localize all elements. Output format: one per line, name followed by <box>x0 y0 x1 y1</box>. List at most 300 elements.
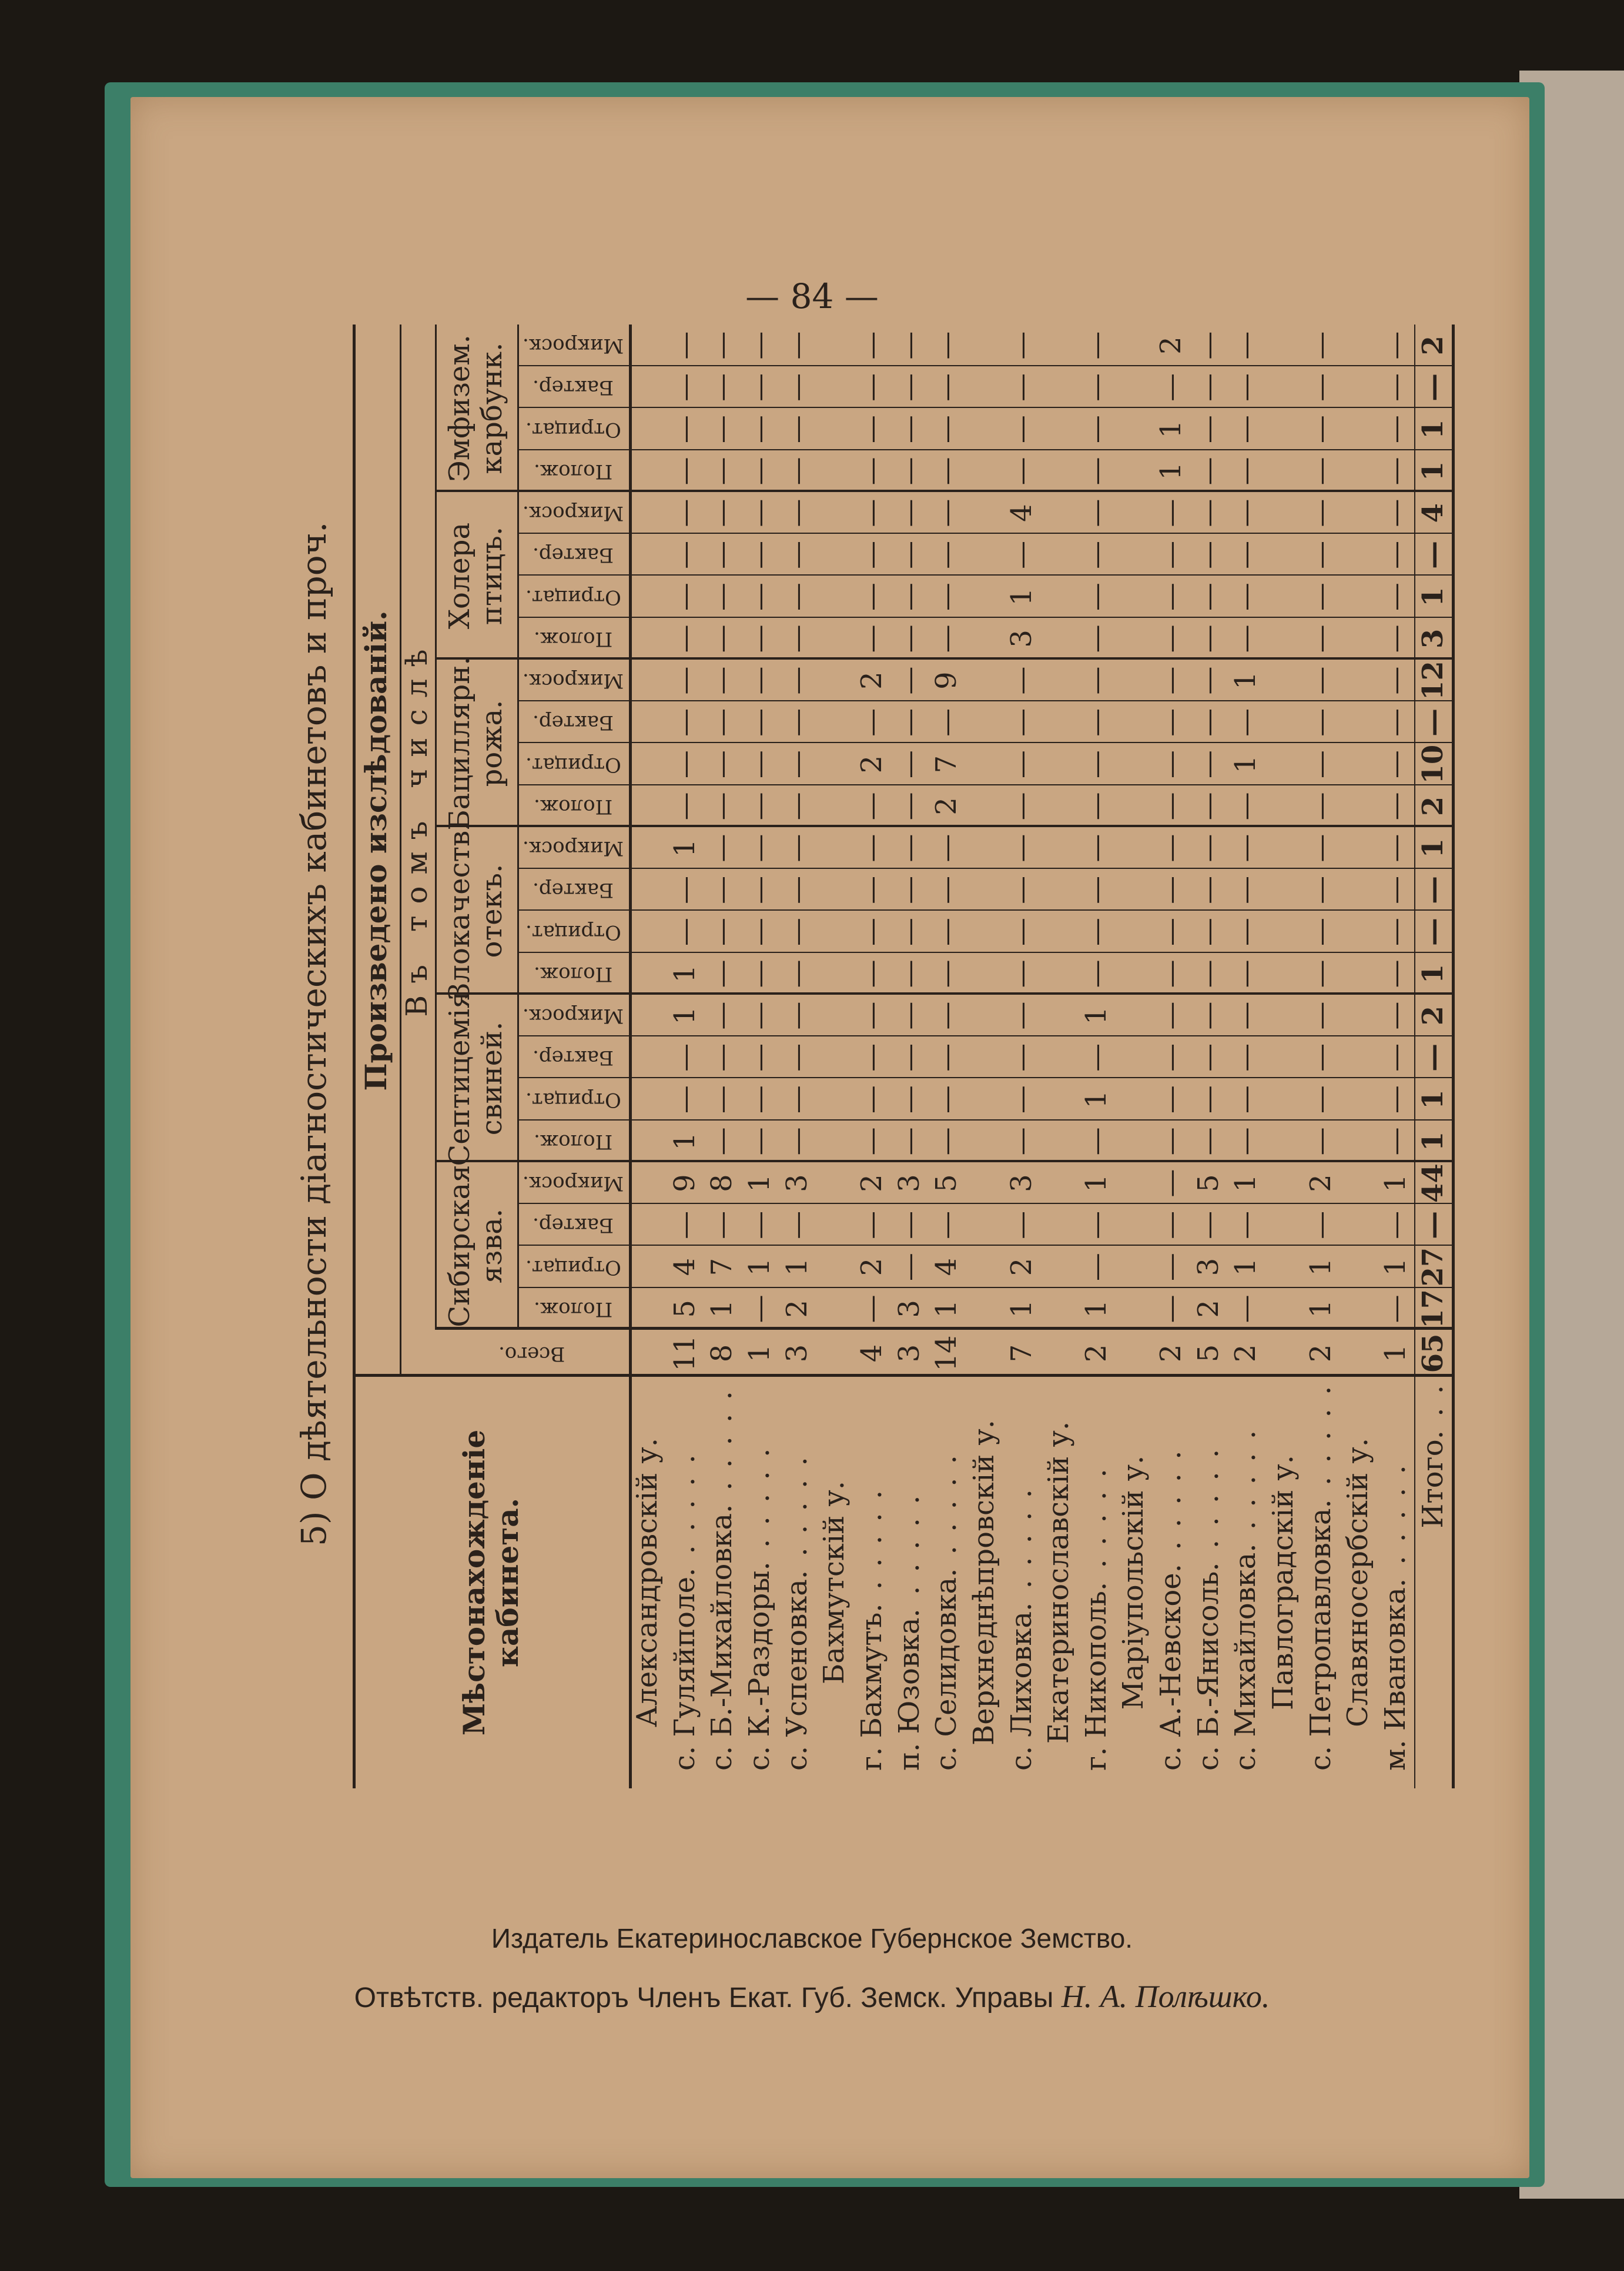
data-cell: — <box>1191 1210 1225 1239</box>
data-cell: 1 <box>1304 1257 1337 1276</box>
row-label-text: с. К.-Раздоры <box>743 1570 776 1771</box>
table-rule <box>517 1119 1452 1121</box>
district-heading: Бахмутскій у. <box>818 1480 851 1685</box>
data-cell: 3 <box>780 1174 813 1192</box>
data-cell: — <box>1229 834 1263 862</box>
data-cell: — <box>892 499 926 527</box>
total-cell: 65 <box>1416 1333 1449 1373</box>
data-cell: — <box>743 834 776 862</box>
data-cell: — <box>1004 540 1038 569</box>
data-cell: 1 <box>1416 419 1449 439</box>
data-cell: — <box>892 624 926 653</box>
data-cell: — <box>780 624 813 653</box>
data-cell: — <box>1304 624 1337 653</box>
data-cell: 1 <box>1004 1300 1038 1318</box>
subcol-header <box>517 1204 629 1246</box>
data-cell: — <box>1378 583 1412 611</box>
data-cell: — <box>855 540 889 569</box>
location-label <box>1003 1383 1040 1771</box>
data-cell: — <box>855 959 889 988</box>
data-cell: 1 <box>743 1257 776 1276</box>
data-cell: 2 <box>1416 335 1449 356</box>
data-cell: — <box>743 583 776 611</box>
data-cell: 2 <box>855 1257 889 1276</box>
table-rule <box>353 1374 1452 1377</box>
subcol-header-text: Отрицат. <box>525 417 621 442</box>
data-cell: — <box>668 499 701 527</box>
data-cell: — <box>705 1127 739 1156</box>
data-cell: 27 <box>1416 1247 1449 1287</box>
data-cell: — <box>1154 1085 1188 1114</box>
data-cell: — <box>892 583 926 611</box>
data-cell: — <box>1416 373 1449 402</box>
data-cell: — <box>743 373 776 402</box>
data-cell: — <box>892 331 926 360</box>
data-cell: — <box>1004 792 1038 821</box>
data-cell: — <box>1304 540 1337 569</box>
subcol-header-text: Отрицат. <box>525 920 621 944</box>
data-cell: — <box>1378 1085 1412 1114</box>
leader-dots: . . . . . . <box>1079 1466 1113 1591</box>
data-cell: — <box>1154 959 1188 988</box>
leader-dots: . . . . . . <box>1304 1383 1337 1509</box>
data-cell: — <box>780 959 813 988</box>
leader-dots: . . . . . . <box>1378 1463 1412 1588</box>
data-cell: — <box>780 499 813 527</box>
data-cell: — <box>892 540 926 569</box>
subcol-header-text: Отрицат. <box>525 752 621 777</box>
data-cell: 3 <box>1004 630 1038 648</box>
data-cell: — <box>930 1043 963 1072</box>
subcol-header-text: Полож. <box>533 459 613 483</box>
data-cell: — <box>705 415 739 444</box>
data-cell: 1 <box>668 1006 701 1025</box>
data-cell: — <box>780 918 813 946</box>
data-cell: — <box>1154 624 1188 653</box>
data-cell: — <box>1004 1210 1038 1239</box>
table-rule <box>517 617 1452 618</box>
data-cell: — <box>1378 834 1412 862</box>
section-title: 5) О дѣятельности діагностическихъ кабинетовъ и проч. <box>294 521 334 1546</box>
total-cell: 2 <box>1079 1344 1113 1363</box>
data-cell: — <box>1416 1043 1449 1072</box>
data-cell: — <box>1079 1210 1113 1239</box>
data-cell: 1 <box>1229 671 1263 690</box>
data-cell: — <box>930 1210 963 1239</box>
data-cell: — <box>705 457 739 486</box>
data-cell: — <box>1304 834 1337 862</box>
data-cell: — <box>743 1210 776 1239</box>
data-cell: — <box>743 624 776 653</box>
data-cell: — <box>1191 792 1225 821</box>
subcol-header <box>517 1162 629 1204</box>
subcol-header-text: Полож. <box>533 1297 613 1321</box>
data-cell: — <box>1191 875 1225 904</box>
data-cell: 12 <box>1416 661 1449 701</box>
data-cell: — <box>1079 540 1113 569</box>
leader-dots: . . . . . . <box>705 1389 739 1513</box>
data-cell: — <box>1191 624 1225 653</box>
leader-dots: . . . . . . <box>855 1487 889 1613</box>
location-label <box>1153 1383 1190 1771</box>
data-cell: — <box>743 1295 776 1323</box>
data-cell: — <box>1229 415 1263 444</box>
data-cell: — <box>743 666 776 695</box>
data-cell: 2 <box>1004 1257 1038 1276</box>
data-cell: — <box>855 331 889 360</box>
subcol-header <box>517 995 629 1036</box>
data-cell: — <box>705 1043 739 1072</box>
data-cell: — <box>1304 499 1337 527</box>
data-cell: — <box>705 540 739 569</box>
data-cell: — <box>1304 708 1337 737</box>
data-cell: — <box>892 1085 926 1114</box>
data-cell: — <box>1229 1085 1263 1114</box>
data-cell: — <box>1079 415 1113 444</box>
data-cell: — <box>1079 1043 1113 1072</box>
subcol-header-text: Бактер. <box>532 1046 614 1070</box>
district-heading: Александровскій у. <box>631 1438 664 1727</box>
data-cell: — <box>1416 918 1449 946</box>
subcol-header <box>517 534 629 576</box>
data-cell: 1 <box>1416 1131 1449 1152</box>
data-cell: — <box>1304 1043 1337 1072</box>
data-cell: — <box>780 457 813 486</box>
leader-dots: . . . . . . <box>892 1493 926 1618</box>
total-cell: 14 <box>930 1335 963 1372</box>
data-cell: — <box>1079 666 1113 695</box>
data-cell: — <box>1079 373 1113 402</box>
data-cell: — <box>1079 457 1113 486</box>
subcol-header <box>517 450 629 492</box>
data-cell: — <box>930 834 963 862</box>
location-label <box>779 1383 816 1771</box>
data-cell: 1 <box>780 1257 813 1276</box>
data-cell: — <box>780 750 813 779</box>
row-label-text: с. Лиховка <box>1004 1611 1038 1771</box>
data-cell: — <box>705 1210 739 1239</box>
data-cell: — <box>892 834 926 862</box>
table-rule <box>517 1078 1452 1079</box>
table-rule <box>435 1327 1452 1330</box>
table-rule <box>517 1035 1452 1036</box>
data-cell: 10 <box>1416 744 1449 784</box>
leader-dots: . . . . . . <box>1191 1446 1225 1571</box>
data-cell: — <box>1191 540 1225 569</box>
subcol-header <box>517 1246 629 1288</box>
data-cell: — <box>705 1085 739 1114</box>
data-cell: — <box>780 373 813 402</box>
table-rule <box>517 449 1452 450</box>
page-number: — 84 — <box>745 276 879 316</box>
group-header: Злокачеств. отекъ. <box>443 821 508 1001</box>
subcol-header <box>517 744 629 785</box>
data-cell: — <box>855 499 889 527</box>
total-cell: 7 <box>1004 1344 1038 1363</box>
data-cell: — <box>1191 959 1225 988</box>
data-cell: — <box>855 875 889 904</box>
subcol-header <box>517 618 629 660</box>
data-cell: — <box>930 624 963 653</box>
data-cell: — <box>1154 1001 1188 1030</box>
data-cell: — <box>1378 540 1412 569</box>
data-cell: 1 <box>930 1300 963 1318</box>
data-cell: — <box>892 750 926 779</box>
data-cell: — <box>930 583 963 611</box>
data-cell: 1 <box>705 1300 739 1318</box>
data-cell: — <box>780 708 813 737</box>
data-cell: — <box>1229 373 1263 402</box>
data-cell: — <box>1378 373 1412 402</box>
subcol-header-text: Отрицат. <box>525 1088 621 1112</box>
data-cell: 5 <box>1191 1174 1225 1192</box>
subcol-header <box>517 1121 629 1162</box>
data-cell: — <box>780 415 813 444</box>
data-cell: 44 <box>1416 1163 1449 1203</box>
subcol-header <box>517 325 629 366</box>
subcol-header <box>517 576 629 618</box>
data-cell: — <box>892 373 926 402</box>
data-cell: 1 <box>1416 461 1449 481</box>
data-cell: 1 <box>1416 838 1449 858</box>
data-cell: 1 <box>1079 1006 1113 1025</box>
data-cell: — <box>1229 540 1263 569</box>
data-cell: 5 <box>930 1174 963 1192</box>
leader-dots: . . . . . . <box>668 1452 701 1577</box>
subcol-header <box>517 869 629 911</box>
data-cell: — <box>1004 1001 1038 1030</box>
data-cell: — <box>1229 875 1263 904</box>
data-cell: — <box>1191 918 1225 946</box>
data-cell: — <box>668 624 701 653</box>
data-cell: — <box>1154 1043 1188 1072</box>
data-cell: — <box>1229 1127 1263 1156</box>
location-label <box>741 1383 779 1771</box>
data-cell: — <box>1154 666 1188 695</box>
data-cell: — <box>705 875 739 904</box>
group-header: Бациллярн. рожа. <box>443 656 508 831</box>
data-cell: — <box>1304 875 1337 904</box>
data-cell: — <box>855 792 889 821</box>
location-header: Мѣстонахожденіе кабинета. <box>456 1429 525 1736</box>
data-cell: — <box>1378 1043 1412 1072</box>
data-cell: — <box>855 1043 889 1072</box>
data-cell: 1 <box>1004 587 1038 606</box>
data-cell: — <box>1378 624 1412 653</box>
data-cell: — <box>705 918 739 946</box>
data-cell: — <box>705 834 739 862</box>
data-cell: — <box>892 457 926 486</box>
data-cell: — <box>780 583 813 611</box>
data-cell: — <box>855 373 889 402</box>
subcol-header <box>517 785 629 827</box>
location-label <box>667 1383 704 1771</box>
subcol-header-text: Бактер. <box>532 711 614 735</box>
data-cell: — <box>705 583 739 611</box>
table-rule <box>517 325 519 1330</box>
data-cell: — <box>1229 624 1263 653</box>
data-cell: — <box>1154 1210 1188 1239</box>
data-cell: — <box>855 624 889 653</box>
data-cell: — <box>930 708 963 737</box>
data-cell: — <box>668 373 701 402</box>
data-cell: — <box>930 918 963 946</box>
subcol-header <box>517 827 629 869</box>
data-cell: 1 <box>1416 1089 1449 1109</box>
data-cell: — <box>1079 918 1113 946</box>
data-cell: — <box>1304 457 1337 486</box>
data-cell: — <box>1191 1001 1225 1030</box>
data-cell: — <box>743 708 776 737</box>
data-cell: — <box>1004 373 1038 402</box>
district-heading: Маріупольскій у. <box>1117 1455 1150 1710</box>
data-cell: — <box>743 1085 776 1114</box>
data-cell: — <box>705 499 739 527</box>
data-cell: — <box>1378 1210 1412 1239</box>
data-cell: — <box>892 415 926 444</box>
data-cell: — <box>855 834 889 862</box>
leader-dots: . . . . . . <box>743 1446 776 1571</box>
location-label <box>1302 1383 1340 1771</box>
data-cell: — <box>1004 415 1038 444</box>
row-label-text: с. Б.-Михайловка <box>705 1513 739 1771</box>
data-cell: — <box>1304 1085 1337 1114</box>
data-cell: — <box>1378 918 1412 946</box>
data-cell: — <box>855 457 889 486</box>
data-cell: — <box>892 708 926 737</box>
data-cell: — <box>1229 1210 1263 1239</box>
table-rule <box>1452 325 1455 1788</box>
data-cell: — <box>705 331 739 360</box>
total-cell: 3 <box>892 1344 926 1363</box>
data-cell: — <box>1378 959 1412 988</box>
data-cell: — <box>892 1127 926 1156</box>
group-header: Эмфизем. карбунк. <box>443 335 508 482</box>
data-cell: — <box>780 792 813 821</box>
data-cell: — <box>743 750 776 779</box>
table-rule <box>400 325 401 1377</box>
data-cell: 1 <box>1229 1257 1263 1276</box>
data-cell: — <box>1079 959 1113 988</box>
data-cell: — <box>930 1085 963 1114</box>
data-cell: — <box>1378 1127 1412 1156</box>
data-cell: — <box>1004 666 1038 695</box>
data-cell: — <box>1004 959 1038 988</box>
table-rule <box>517 407 1452 409</box>
data-cell: — <box>1154 583 1188 611</box>
data-cell: 1 <box>1079 1174 1113 1192</box>
data-cell: 1 <box>668 965 701 983</box>
data-cell: — <box>1378 750 1412 779</box>
data-cell: 2 <box>1416 796 1449 817</box>
subcol-header-text: Микроск. <box>522 1172 624 1196</box>
data-cell: — <box>892 918 926 946</box>
data-cell: 4 <box>1004 504 1038 522</box>
data-cell: — <box>780 1210 813 1239</box>
data-cell: — <box>1229 918 1263 946</box>
data-cell: — <box>1079 792 1113 821</box>
subcol-header <box>517 701 629 743</box>
data-cell: — <box>668 583 701 611</box>
data-cell: — <box>780 875 813 904</box>
data-cell: 9 <box>668 1174 701 1192</box>
location-label <box>1190 1383 1228 1771</box>
data-cell: — <box>1191 666 1225 695</box>
data-cell: — <box>930 1127 963 1156</box>
data-cell: — <box>705 959 739 988</box>
data-cell: 2 <box>1154 336 1188 354</box>
location-label <box>853 1383 891 1771</box>
performed-header: Произведено изслѣдованій. <box>359 610 394 1091</box>
data-cell: 1 <box>1229 1174 1263 1192</box>
data-cell: — <box>1004 1085 1038 1114</box>
subcol-header <box>517 1036 629 1078</box>
total-cell: 11 <box>668 1335 701 1372</box>
data-cell: — <box>1229 1295 1263 1323</box>
data-cell: — <box>855 583 889 611</box>
data-cell: — <box>855 1295 889 1323</box>
data-cell: 1 <box>1154 420 1188 439</box>
table-rule <box>353 325 356 1788</box>
subcol-header <box>517 1079 629 1121</box>
data-cell: — <box>1154 792 1188 821</box>
data-cell: — <box>855 1085 889 1114</box>
data-cell: — <box>705 1001 739 1030</box>
subcol-header-text: Отрицат. <box>525 585 621 609</box>
total-cell: 8 <box>705 1344 739 1363</box>
data-cell: — <box>855 415 889 444</box>
data-cell: — <box>1154 1253 1188 1282</box>
data-cell: 3 <box>1416 628 1449 649</box>
data-cell: — <box>668 708 701 737</box>
leader-dots: . . . . . . <box>1004 1487 1038 1611</box>
data-cell: 1 <box>743 1174 776 1192</box>
data-cell: — <box>1378 875 1412 904</box>
data-cell: 3 <box>1191 1257 1225 1276</box>
total-cell: 1 <box>743 1344 776 1363</box>
leader-dots: . . . . . . <box>780 1454 813 1580</box>
data-cell: — <box>1229 708 1263 737</box>
row-label-text: с. Петропавловка <box>1304 1508 1337 1771</box>
subcol-header-text: Микроск. <box>522 1004 624 1028</box>
data-cell: — <box>892 875 926 904</box>
group-header: Холера птицъ. <box>443 522 508 630</box>
data-cell: — <box>668 918 701 946</box>
data-cell: — <box>705 666 739 695</box>
location-label <box>928 1383 966 1771</box>
table-rule <box>435 325 437 1330</box>
data-cell: — <box>1004 918 1038 946</box>
table-rule <box>517 700 1452 701</box>
data-cell: 4 <box>668 1257 701 1276</box>
total-cell: 5 <box>1191 1344 1225 1363</box>
data-cell: — <box>930 499 963 527</box>
data-cell: — <box>892 1253 926 1282</box>
data-cell: 7 <box>705 1257 739 1276</box>
data-cell: — <box>1229 1001 1263 1030</box>
total-cell: 4 <box>855 1344 889 1363</box>
data-cell: — <box>1079 750 1113 779</box>
data-cell: — <box>855 918 889 946</box>
total-cell: 2 <box>1229 1344 1263 1363</box>
table-rule <box>517 1203 1452 1204</box>
data-cell: — <box>1229 499 1263 527</box>
data-cell: — <box>930 457 963 486</box>
row-label-text: с. Селидовка <box>930 1577 963 1771</box>
data-cell: 2 <box>1304 1174 1337 1192</box>
district-heading: Павлоградскій у. <box>1267 1455 1300 1710</box>
data-cell: — <box>1004 834 1038 862</box>
